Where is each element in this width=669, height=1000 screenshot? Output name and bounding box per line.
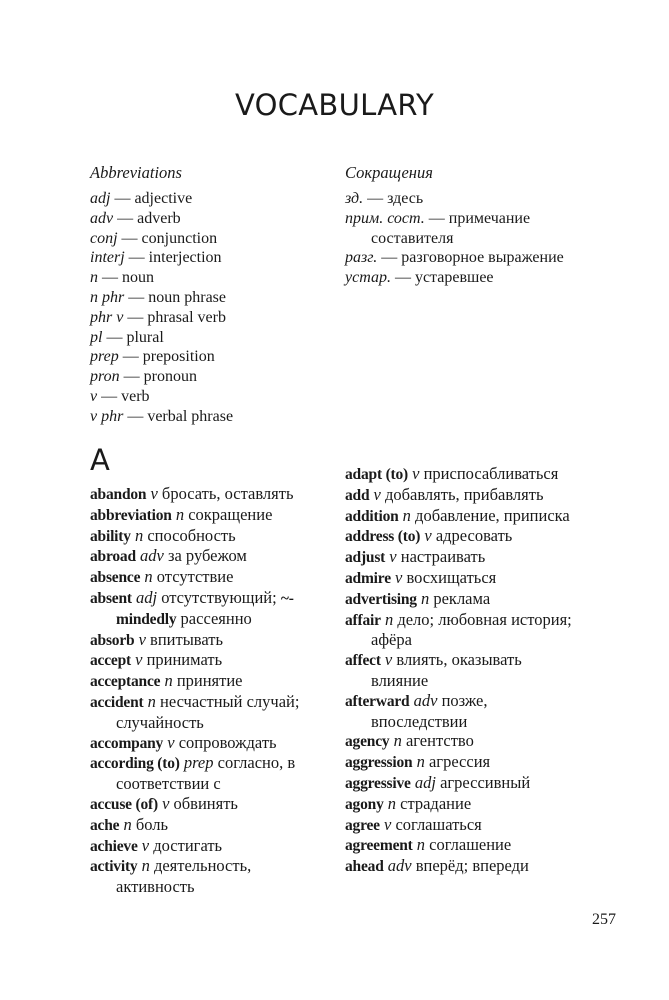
entry-word: addition	[345, 507, 399, 525]
entry-definition: добавлять, прибавлять	[384, 484, 544, 504]
abbreviation-item	[345, 248, 580, 268]
entry-definition: вперёд; впереди	[415, 856, 529, 876]
abbreviation-value: устаревшее	[414, 269, 494, 287]
entry-definition: принятие	[176, 671, 243, 691]
abbreviation-value: разговорное выражение	[401, 249, 564, 267]
abbreviation-key: interj	[90, 249, 125, 267]
entry-pos: v	[167, 732, 175, 752]
entry-word: accept	[90, 652, 131, 670]
entry-pos: n	[416, 835, 426, 855]
entry	[345, 464, 583, 485]
entry-pos: n	[393, 731, 402, 751]
entry-word: affair	[345, 611, 381, 629]
entry-pos: v	[424, 526, 432, 546]
abbreviation-key: pron	[90, 368, 120, 386]
entry-definition: согласно, в соответствии с	[116, 753, 296, 794]
abbreviation-value: verbal phrase	[147, 407, 234, 425]
entry-subword: ~-mindedly	[116, 589, 294, 628]
abbreviation-value: adverb	[137, 209, 181, 227]
entry-word: aggressive	[345, 774, 411, 792]
entry	[345, 691, 583, 732]
entry-definition: приспосабливаться	[423, 464, 559, 483]
abbreviation-separator: —	[123, 407, 148, 425]
entry-pos: adv	[413, 690, 438, 710]
abbreviation-separator: —	[118, 348, 143, 366]
abbreviation-item	[90, 229, 330, 249]
entry	[345, 506, 583, 527]
entry-word: ahead	[345, 858, 384, 876]
entry-definition: реклама	[433, 588, 491, 608]
entry-word: achieve	[90, 837, 138, 855]
entry-word: admire	[345, 569, 391, 587]
abbreviation-item	[90, 189, 330, 209]
abbreviation-item	[345, 209, 580, 249]
abbreviation-item	[90, 367, 330, 387]
entry-definition: соглашаться	[395, 814, 482, 834]
entry-definition: страдание	[400, 793, 472, 813]
entry	[90, 546, 328, 567]
entry-pos: v	[162, 793, 170, 813]
entry-definition: адресовать	[435, 526, 513, 546]
entry-word: abbreviation	[90, 506, 172, 524]
abbreviation-key: устар.	[345, 269, 391, 287]
entry-pos: adj	[136, 587, 158, 607]
abbreviation-separator: —	[117, 229, 142, 247]
abbreviation-separator: —	[390, 269, 415, 287]
entry	[90, 856, 328, 897]
abbreviation-separator: —	[424, 209, 449, 227]
entry-word: absence	[90, 569, 141, 587]
entry	[345, 752, 583, 773]
abbreviation-separator: —	[124, 249, 149, 267]
entry-pos: n	[164, 671, 173, 691]
entry-word: adapt (to)	[345, 466, 409, 483]
entry-pos: n	[141, 856, 150, 876]
abbreviation-value: verb	[121, 387, 150, 405]
abbreviation-value: preposition	[142, 348, 215, 366]
entry-definition: влиять, оказывать влияние	[371, 650, 522, 690]
entry-pos: n	[175, 504, 185, 524]
entry-definition: несчастный случай; случайность	[116, 691, 300, 732]
entry	[345, 794, 583, 815]
entry-word: agency	[345, 733, 390, 751]
entry	[90, 794, 328, 815]
abbreviation-separator: —	[113, 209, 138, 227]
entry-subdefinition: рассеянно	[180, 608, 252, 628]
abbreviation-value: noun phrase	[148, 288, 226, 306]
abbreviation-item	[90, 288, 330, 308]
entry-definition: дело; любовная история; афёра	[371, 609, 572, 650]
abbreviation-value: noun	[122, 269, 154, 287]
abbreviation-item	[90, 328, 330, 348]
entry-definition: способность	[147, 525, 236, 545]
entry-word: according (to)	[90, 755, 180, 773]
entry-pos: v	[150, 484, 158, 503]
entry-pos: n	[387, 793, 396, 813]
entry-word: agreement	[345, 837, 413, 855]
entry	[345, 815, 583, 836]
entry-definition: добавление, приписка	[415, 505, 570, 525]
entry	[345, 856, 583, 877]
entry	[90, 650, 328, 671]
entry	[345, 731, 583, 752]
abbreviation-value: здесь	[387, 190, 424, 207]
abbreviation-item	[90, 387, 330, 407]
abbreviation-key: зд.	[345, 190, 364, 207]
abbreviation-value: plural	[126, 328, 164, 346]
abbreviation-key: adv	[90, 209, 114, 227]
page-title: VOCABULARY	[234, 88, 435, 122]
entry-definition: сокращение	[188, 504, 273, 524]
abbreviation-separator: —	[110, 190, 135, 207]
entry-pos: adj	[414, 772, 436, 792]
entry-word: adjust	[345, 549, 386, 567]
page-number: 257	[592, 911, 616, 928]
abbreviations-ru-heading: Сокращения	[345, 163, 433, 182]
entry	[90, 505, 328, 526]
entry-pos: n	[402, 505, 411, 525]
abbreviations-en-heading: Abbreviations	[90, 163, 182, 182]
abbreviation-key: pl	[90, 328, 103, 346]
abbreviation-key: n phr	[90, 288, 125, 306]
entry-pos: v	[135, 650, 143, 670]
abbreviation-separator: —	[119, 368, 144, 386]
entry	[345, 773, 583, 794]
abbreviation-separator: —	[102, 328, 127, 346]
abbreviation-item	[90, 209, 330, 229]
entry-pos: adv	[387, 856, 412, 876]
entry	[90, 692, 328, 733]
entry-pos: v	[412, 464, 420, 483]
entry	[345, 485, 583, 506]
abbreviation-item	[345, 268, 580, 288]
abbreviation-value: phrasal verb	[147, 308, 226, 326]
abbreviation-key: n	[90, 269, 98, 287]
entry	[345, 610, 583, 651]
abbreviation-separator: —	[377, 249, 402, 267]
entry-pos: v	[395, 567, 403, 587]
abbreviation-separator: —	[97, 387, 122, 405]
entry-pos: n	[134, 525, 144, 545]
abbreviation-item	[90, 268, 330, 288]
entry-word: absent	[90, 589, 132, 607]
abbreviation-key: conj	[90, 229, 118, 247]
entry-pos: v	[389, 547, 397, 567]
abbreviation-item	[90, 407, 330, 427]
entry-definition: настраивать	[400, 547, 486, 567]
entry-word: agree	[345, 816, 380, 834]
entry-word: address (to)	[345, 528, 421, 546]
entry-word: abandon	[90, 486, 147, 503]
entry-word: absorb	[90, 631, 135, 649]
entry-word: accompany	[90, 734, 164, 752]
entry-definition: отсутствие	[156, 567, 234, 587]
entry-word: accident	[90, 693, 144, 711]
abbreviation-separator: —	[123, 308, 148, 326]
abbreviation-item	[90, 308, 330, 328]
abbreviation-item	[90, 347, 330, 367]
entry-pos: n	[123, 814, 132, 834]
abbreviation-separator: —	[98, 269, 122, 287]
entry-definition: деятельность, активность	[116, 856, 252, 897]
entry-definition: боль	[135, 814, 169, 834]
abbreviation-key: adj	[90, 190, 111, 207]
abbreviation-separator: —	[124, 288, 149, 306]
entry-pos: v	[373, 484, 381, 504]
entry-pos: v	[141, 835, 150, 855]
entry-pos: n	[416, 752, 425, 772]
abbreviations-en-column	[90, 162, 330, 427]
entry	[345, 650, 583, 691]
entry-definition: за рубежом	[167, 546, 247, 566]
abbreviation-key: phr v	[90, 308, 124, 326]
entry-pos: n	[144, 567, 153, 587]
abbreviation-value: interjection	[148, 249, 222, 267]
entry-word: afterward	[345, 692, 410, 710]
entry	[345, 835, 583, 856]
entry	[345, 589, 583, 610]
entry	[90, 753, 328, 794]
entry-definition: отсутствующий;	[161, 587, 277, 607]
entry-definition: агрессивный	[440, 772, 531, 792]
entry-pos: n	[384, 609, 394, 629]
entry-definition: впитывать	[150, 629, 223, 649]
entry-definition: бросать, оставлять	[161, 484, 294, 503]
entry	[90, 815, 328, 836]
entry	[90, 567, 328, 588]
entry	[90, 484, 328, 505]
entry-word: advertising	[345, 590, 417, 608]
entry-pos: v	[383, 814, 392, 834]
abbreviation-item	[90, 248, 330, 268]
entry-pos: v	[384, 650, 393, 670]
entries-left-column	[90, 484, 328, 897]
entry-word: affect	[345, 652, 381, 670]
abbreviations-en-list	[90, 189, 330, 427]
entry-definition: обвинять	[173, 793, 238, 813]
abbreviations-ru-column	[345, 162, 580, 288]
entry-definition: принимать	[146, 650, 223, 670]
abbreviation-key: v phr	[90, 407, 124, 425]
abbreviation-value: pronoun	[143, 368, 197, 386]
abbreviation-value: примечание составителя	[371, 209, 531, 247]
entry-definition: агентство	[405, 731, 474, 751]
entry	[90, 733, 328, 754]
abbreviation-value: adjective	[134, 190, 193, 207]
entry-word: ability	[90, 527, 131, 545]
entry	[345, 526, 583, 547]
entry-word: aggression	[345, 754, 413, 772]
entry-definition: сопровождать	[178, 732, 277, 752]
entry	[90, 630, 328, 651]
abbreviation-key: прим. сост.	[345, 209, 425, 227]
entries-right-column	[345, 464, 583, 877]
entry-word: ache	[90, 816, 120, 834]
entry-definition: достигать	[153, 835, 223, 855]
entry-word: acceptance	[90, 673, 161, 691]
entry	[345, 568, 583, 589]
entry-word: agony	[345, 795, 384, 813]
entry-definition: восхищаться	[406, 567, 497, 587]
entry-word: add	[345, 486, 370, 504]
abbreviation-item	[345, 189, 580, 209]
entry	[90, 836, 328, 857]
entry-pos: n	[420, 588, 430, 608]
entry-pos: n	[147, 691, 156, 711]
entry-pos: adv	[140, 546, 164, 566]
entry	[90, 526, 328, 547]
abbreviation-key: v	[90, 387, 98, 405]
entry	[90, 588, 328, 630]
entry-word: abroad	[90, 548, 136, 566]
entry-definition: соглашение	[429, 835, 512, 855]
entry-definition: агрессия	[428, 752, 491, 772]
entry	[90, 671, 328, 692]
abbreviations-ru-list	[345, 189, 580, 288]
entry-definition: позже, впоследствии	[371, 690, 488, 731]
abbreviation-separator: —	[363, 190, 388, 207]
entry-pos: prep	[183, 753, 214, 773]
abbreviation-key: разг.	[345, 249, 378, 267]
entry-word: activity	[90, 858, 138, 876]
entry	[345, 547, 583, 568]
entry-pos: v	[138, 629, 146, 649]
abbreviation-value: conjunction	[141, 229, 218, 247]
section-letter: A	[90, 443, 110, 477]
entry-word: accuse (of)	[90, 795, 158, 813]
abbreviation-key: prep	[90, 348, 119, 366]
